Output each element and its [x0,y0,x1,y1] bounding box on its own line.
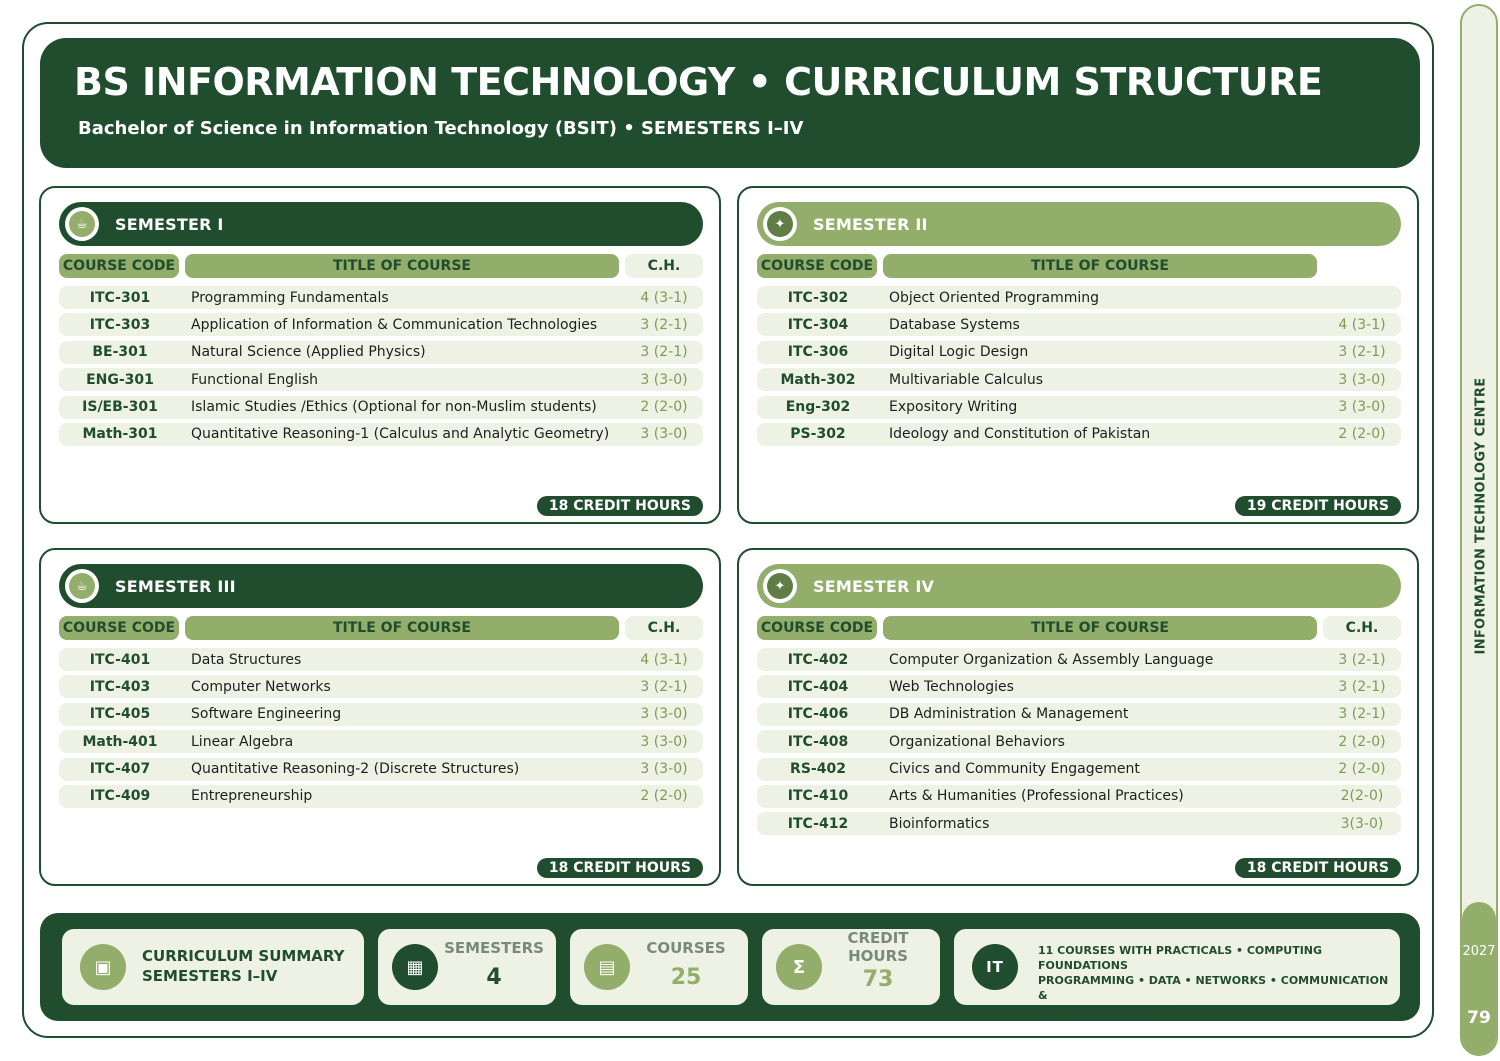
summary-notes-line2: PROGRAMMING • DATA • NETWORKS • COMMUNICATION & [1038,974,1389,1002]
course-code: ITC-407 [89,761,151,778]
course-credit-hours: 2 (2-0) [1338,426,1386,443]
course-credit-hours: 4 (3-1) [640,651,688,668]
course-code: ITC-402 [787,651,849,668]
course-code: ITC-404 [787,678,849,695]
course-title: Programming Fundamentals [191,289,389,306]
course-title: Bioinformatics [889,815,990,832]
course-credit-hours: 3 (2-1) [1338,651,1386,668]
course-row [757,341,1401,364]
semester-icon-ring [65,207,99,241]
course-title: Expository Writing [889,399,1018,416]
course-title: Digital Logic Design [889,344,1029,361]
course-code: ITC-301 [89,289,151,306]
course-credit-hours: 3 (2-1) [1338,678,1386,695]
course-code: ITC-302 [787,289,849,306]
course-title: Multivariable Calculus [889,371,1044,388]
semester-card [737,186,1419,524]
summary-label-box [62,929,364,1005]
semesters-stat-value: 4 [486,965,502,990]
course-code: ITC-409 [89,788,151,805]
course-row [59,313,703,336]
course-row [757,368,1401,391]
summary-notes-line3: QUANTITATIVE SKILLS [1038,1004,1174,1017]
course-credit-hours: 4 (3-1) [1338,316,1386,333]
column-header-title: TITLE OF COURSE [883,254,1317,278]
course-credit-hours: 2 (2-0) [640,788,688,805]
semester-icon-ring [763,569,797,603]
sigma-icon: Σ [776,944,822,990]
summary-notes-line1: 11 COURSES WITH PRACTICALS • COMPUTING FOUNDATIONS [1038,944,1323,972]
semester-icon-ring [763,207,797,241]
course-code: Eng-302 [785,399,851,416]
summary-label-line1: CURRICULUM SUMMARY [142,947,345,965]
course-credit-hours: 2 (2-0) [1338,733,1386,750]
it-badge: IT [972,944,1018,990]
course-title: Quantitative Reasoning-2 (Discrete Structures) [191,761,520,778]
course-code: ITC-304 [787,316,849,333]
course-title: Computer Networks [191,678,331,695]
course-row [757,730,1401,753]
course-code: ITC-306 [787,344,849,361]
course-title: Arts & Humanities (Professional Practices) [889,788,1184,805]
cup-icon: ☕ [69,573,95,599]
course-row [757,648,1401,671]
courses-stat-label: COURSES [646,939,726,957]
course-row [757,313,1401,336]
course-title: Natural Science (Applied Physics) [191,344,426,361]
credit-stat-label-line1: CREDIT [847,929,909,947]
course-code: ITC-303 [89,316,151,333]
course-row [59,730,703,753]
semester-title: SEMESTER I [115,214,224,234]
course-code: RS-402 [790,761,846,778]
semester-header [59,202,703,246]
course-list [59,648,703,812]
course-code: Math-301 [82,426,158,443]
side-rail [1460,4,1498,1056]
course-row [757,675,1401,698]
calendar-grid-icon: ▦ [392,944,438,990]
course-code: ITC-412 [787,815,849,832]
semesters-stat-label: SEMESTERS [444,939,544,957]
course-title: Linear Algebra [191,733,294,750]
semester-title: SEMESTER III [115,576,236,596]
summary-icon: ▣ [80,944,126,990]
course-title: Application of Information & Communication Technologies [191,316,598,333]
semester-card [39,548,721,886]
credit-hours-stat-box [762,929,940,1005]
course-row [59,648,703,671]
column-header-code: COURSE CODE [59,616,179,640]
course-title: Computer Organization & Assembly Language [889,651,1214,668]
course-code: ITC-408 [787,733,849,750]
summary-label-line2: SEMESTERS I–IV [142,967,278,985]
page-subtitle: Bachelor of Science in Information Technology (BSIT) • SEMESTERS I–IV [78,118,804,139]
list-icon: ▤ [584,944,630,990]
star-icon: ✦ [767,573,793,599]
credit-hours-badge: 18 CREDIT HOURS [537,496,703,516]
course-credit-hours: 3 (3-0) [1338,371,1386,388]
summary-band [40,913,1420,1021]
course-credit-hours: 2 (2-0) [640,399,688,416]
course-code: ITC-405 [89,706,151,723]
side-year: 2027 [1462,944,1496,959]
course-code: IS/EB-301 [82,399,158,416]
summary-notes [1038,943,1400,1018]
course-credit-hours: 3 (3-0) [1338,399,1386,416]
course-credit-hours: 3 (2-1) [1338,706,1386,723]
course-credit-hours: 3 (3-0) [640,426,688,443]
semester-title: SEMESTER IV [813,576,935,596]
course-title: Web Technologies [889,678,1014,695]
courses-stat-box [570,929,748,1005]
course-credit-hours: 3(3-0) [1340,815,1384,832]
course-row [757,785,1401,808]
column-header-title: TITLE OF COURSE [185,616,619,640]
page-title: BS INFORMATION TECHNOLOGY • CURRICULUM STRUCTURE [74,60,1323,104]
course-list [757,286,1401,450]
course-title: Civics and Community Engagement [889,761,1140,778]
course-row [757,758,1401,781]
semester-card [737,548,1419,886]
course-code: ITC-401 [89,651,151,668]
credit-hours-badge: 18 CREDIT HOURS [1235,858,1401,878]
course-code: Math-302 [780,371,856,388]
course-credit-hours: 2(2-0) [1340,788,1384,805]
course-row [59,423,703,446]
course-code: ITC-410 [787,788,849,805]
course-title: Islamic Studies /Ethics (Optional for non-Muslim students) [191,399,597,416]
course-code: ITC-406 [787,706,849,723]
course-title: Data Structures [191,651,302,668]
course-row [757,423,1401,446]
course-row [59,703,703,726]
courses-stat-value: 25 [670,965,702,990]
column-header-code: COURSE CODE [59,254,179,278]
course-code: BE-301 [92,344,148,361]
column-header-ch: C.H. [1323,616,1401,640]
course-credit-hours: 4 (3-1) [640,289,688,306]
semester-title: SEMESTER II [813,214,928,234]
summary-notes-box [954,929,1400,1017]
column-header-title: TITLE OF COURSE [883,616,1317,640]
course-credit-hours: 2 (2-0) [1338,761,1386,778]
semesters-stat-box [378,929,556,1005]
course-credit-hours: 3 (3-0) [640,706,688,723]
course-credit-hours: 3 (2-1) [640,678,688,695]
semester-card [39,186,721,524]
course-title: Software Engineering [191,706,342,723]
course-credit-hours: 3 (3-0) [640,761,688,778]
semester-icon-ring [65,569,99,603]
course-title: Organizational Behaviors [889,733,1065,750]
course-credit-hours: 3 (2-1) [640,316,688,333]
course-credit-hours: 3 (3-0) [640,371,688,388]
course-row [59,396,703,419]
page-header [40,38,1420,168]
course-row [757,703,1401,726]
column-header-title: TITLE OF COURSE [185,254,619,278]
semester-header [757,564,1401,608]
credit-hours-badge: 18 CREDIT HOURS [537,858,703,878]
course-credit-hours: 3 (2-1) [640,344,688,361]
side-rail-text: INFORMATION TECHNOLOGY CENTRE [1473,377,1489,655]
course-title: Ideology and Constitution of Pakistan [889,426,1151,443]
star-icon: ✦ [767,211,793,237]
course-title: Object Oriented Programming [889,289,1099,306]
course-row [59,785,703,808]
course-title: Functional English [191,371,319,388]
side-rail-footer [1462,902,1496,1056]
course-code: PS-302 [790,426,846,443]
course-row [59,286,703,309]
semester-header [757,202,1401,246]
course-title: DB Administration & Management [889,706,1129,723]
page-number: 79 [1467,1008,1491,1028]
credit-hours-badge: 19 CREDIT HOURS [1235,496,1401,516]
credit-stat-value: 73 [862,967,894,992]
semester-header [59,564,703,608]
course-list [59,286,703,450]
course-row [757,812,1401,835]
course-title: Database Systems [889,316,1020,333]
column-header-code: COURSE CODE [757,616,877,640]
cup-icon: ☕ [69,211,95,237]
course-row [757,286,1401,309]
course-code: ITC-403 [89,678,151,695]
column-header-ch: C.H. [625,616,703,640]
course-row [59,758,703,781]
course-code: Math-401 [82,733,158,750]
course-row [59,341,703,364]
course-row [59,368,703,391]
course-row [59,675,703,698]
course-credit-hours: 3 (3-0) [640,733,688,750]
course-title: Entrepreneurship [191,788,313,805]
column-header-ch: C.H. [625,254,703,278]
credit-stat-label-line2: HOURS [848,947,908,965]
course-title: Quantitative Reasoning-1 (Calculus and Analytic Geometry) [191,426,610,443]
course-credit-hours: 3 (2-1) [1338,344,1386,361]
course-list [757,648,1401,840]
column-header-code: COURSE CODE [757,254,877,278]
course-row [757,396,1401,419]
course-code: ENG-301 [86,371,154,388]
